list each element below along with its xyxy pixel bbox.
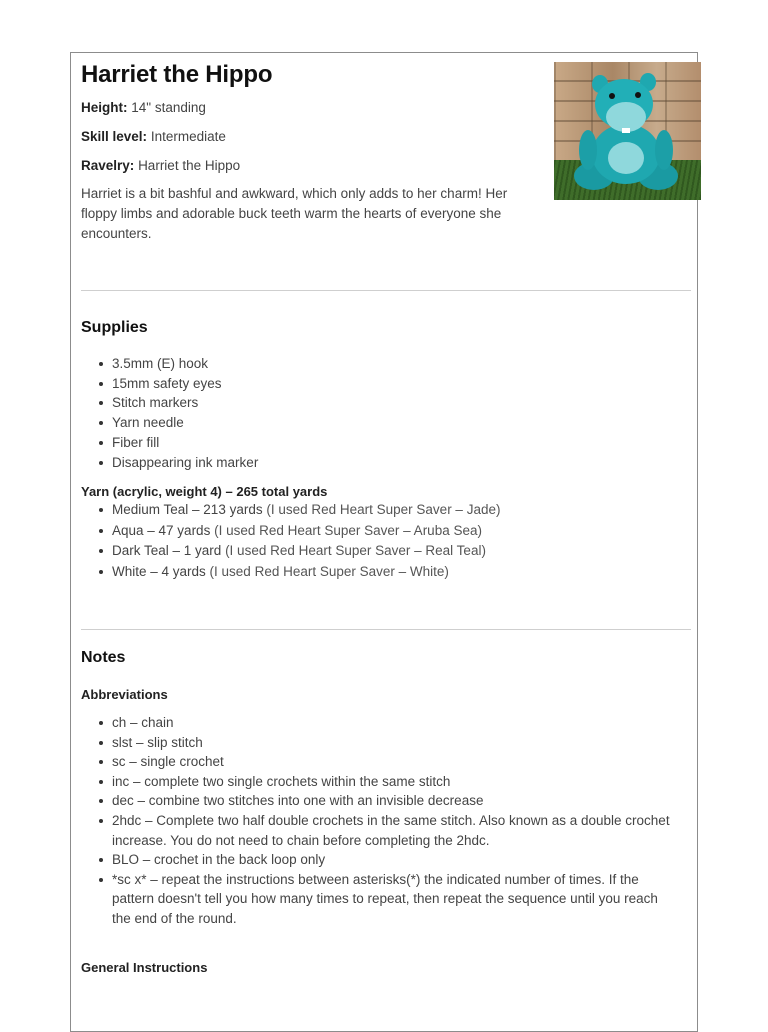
list-item: 2hdc – Complete two half double crochets in the same stitch. Also known as a double crochet increase. You do not need to chain before completing the 2hdc.: [112, 811, 677, 850]
yarn-brand-note: (I used Red Heart Super Saver – White): [205, 563, 449, 579]
yarn-brand-note: (I used Red Heart Super Saver – Aruba Sea): [210, 522, 482, 538]
notes-heading: Notes: [81, 649, 126, 666]
yarn-brand-note: (I used Red Heart Super Saver – Jade): [262, 502, 501, 517]
section-divider: [81, 290, 691, 291]
list-item: Stitch markers: [112, 393, 672, 413]
yarn-item: [112, 521, 672, 542]
skill-level-label: Skill level:: [81, 129, 148, 144]
list-item: ch – chain: [112, 713, 677, 733]
list-item: *sc x* – repeat the instructions between asterisks(*) the indicated number of times. If the pattern doesn't tell you how many times to repeat, then repeat the sequence until you reach the end of the round.: [112, 870, 677, 929]
supplies-list: [81, 354, 672, 472]
skill-level-value: Intermediate: [150, 129, 226, 144]
yarn-amount: Dark Teal – 1 yard: [112, 543, 222, 558]
yarn-amount: Aqua – 47 yards: [112, 522, 211, 538]
height-line: [81, 100, 206, 115]
hippo-toy-illustration: [554, 62, 701, 200]
general-instructions-heading: General Instructions: [81, 960, 208, 975]
list-item: dec – combine two stitches into one with an invisible decrease: [112, 791, 677, 811]
hippo-belly: [608, 142, 644, 174]
yarn-heading: Yarn (acrylic, weight 4) – 265 total yards: [81, 484, 328, 499]
hippo-left-eye: [609, 93, 615, 99]
yarn-item: [112, 562, 672, 583]
yarn-amount: White – 4 yards: [112, 563, 206, 579]
hippo-teeth: [622, 128, 630, 133]
abbreviations-list: [81, 713, 677, 929]
list-item: Fiber fill: [112, 433, 672, 453]
page-title: Harriet the Hippo: [81, 61, 273, 88]
skill-level-line: [81, 129, 226, 144]
ravelry-line: [81, 158, 240, 173]
hippo-right-arm: [655, 130, 673, 170]
ravelry-label: Ravelry:: [81, 158, 135, 173]
yarn-amount: Medium Teal – 213 yards: [112, 502, 263, 517]
abbreviations-heading: Abbreviations: [81, 687, 168, 702]
yarn-item: [112, 541, 672, 562]
hippo-photo: [554, 62, 701, 200]
list-item: BLO – crochet in the back loop only: [112, 850, 677, 870]
hippo-left-arm: [579, 130, 597, 170]
section-divider: [81, 629, 691, 630]
list-item: sc – single crochet: [112, 752, 677, 772]
yarn-brand-note: (I used Red Heart Super Saver – Real Teal): [221, 543, 486, 558]
yarn-list: [81, 500, 672, 582]
list-item: Disappearing ink marker: [112, 453, 672, 473]
list-item: inc – complete two single crochets within the same stitch: [112, 772, 677, 792]
hippo-right-eye: [635, 92, 641, 98]
supplies-heading: Supplies: [81, 319, 148, 336]
list-item: 15mm safety eyes: [112, 374, 672, 394]
pattern-page: [70, 52, 698, 1032]
list-item: Yarn needle: [112, 413, 672, 433]
height-value: 14" standing: [131, 100, 206, 115]
pattern-description: Harriet is a bit bashful and awkward, which only adds to her charm! Her floppy limbs and adorable buck teeth warm the hearts of everyone she encounters.: [81, 186, 508, 241]
yarn-item: [112, 500, 672, 521]
ravelry-value: Harriet the Hippo: [138, 158, 241, 173]
list-item: slst – slip stitch: [112, 733, 677, 753]
list-item: 3.5mm (E) hook: [112, 354, 672, 374]
hippo-muzzle: [606, 102, 646, 132]
height-label: Height:: [81, 100, 128, 115]
